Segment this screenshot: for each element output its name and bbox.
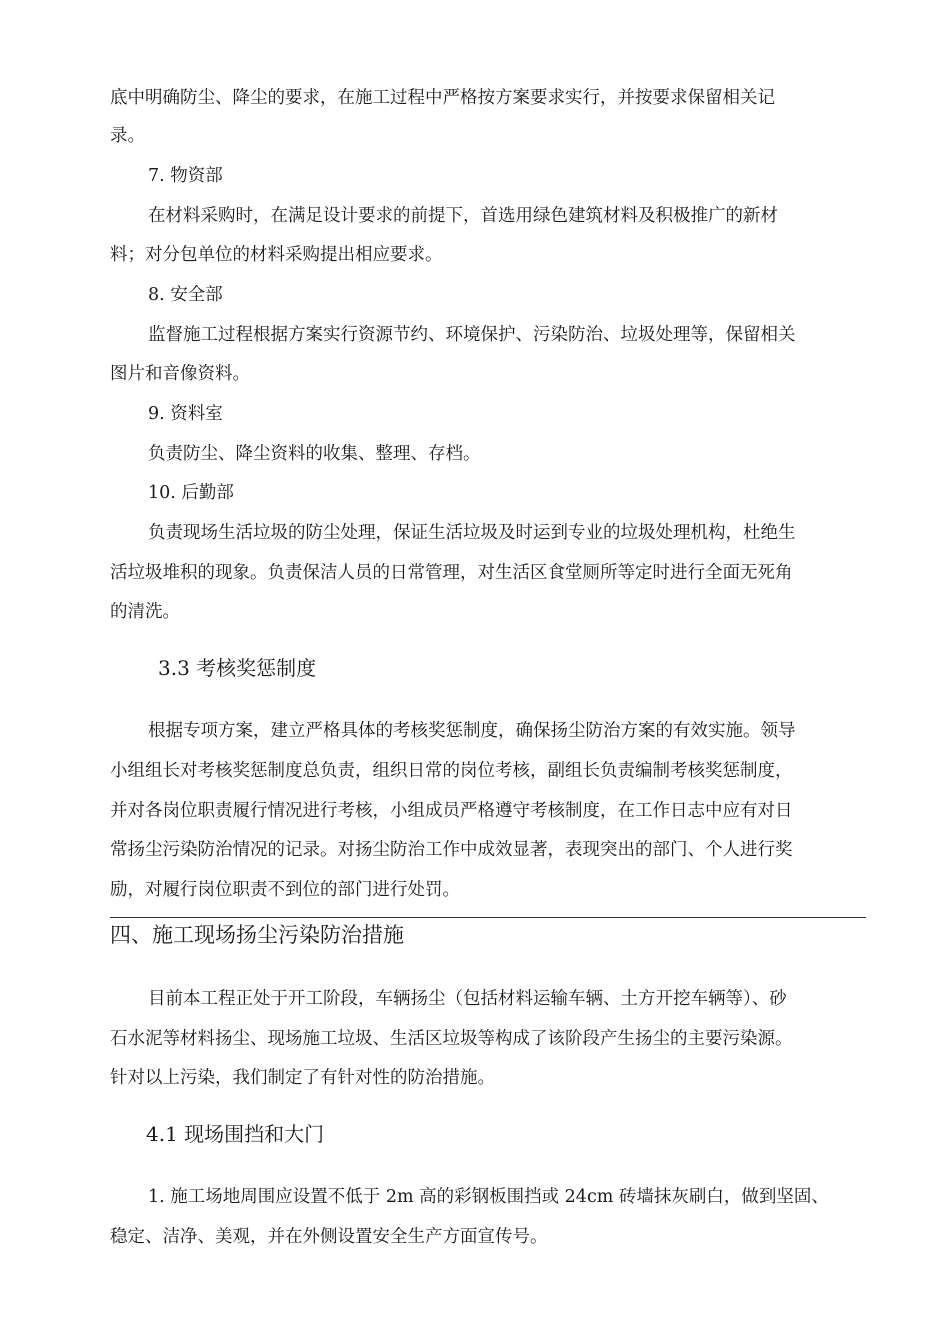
paragraph-line: 负责防尘、降尘资料的收集、整理、存档。	[148, 444, 481, 464]
paragraph-line: 稳定、洁净、美观，并在外侧设置安全生产方面宣传号。	[110, 1227, 548, 1247]
list-heading-safety: 8. 安全部	[148, 285, 223, 305]
section-divider	[110, 917, 866, 918]
paragraph-line: 根据专项方案，建立严格具体的考核奖惩制度，确保扬尘防治方案的有效实施。领导	[148, 721, 796, 741]
paragraph-line: 针对以上污染，我们制定了有针对性的防治措施。	[110, 1068, 495, 1088]
paragraph-line: 监督施工过程根据方案实行资源节约、环境保护、污染防治、垃圾处理等，保留相关	[148, 325, 796, 345]
paragraph-line: 目前本工程正处于开工阶段，车辆扬尘（包括材料运输车辆、土方开挖车辆等）、砂	[148, 989, 787, 1009]
paragraph-line: 常扬尘污染防治情况的记录。对扬尘防治工作中成效显著，表现突出的部门、个人进行奖	[110, 840, 793, 860]
paragraph-line: 石水泥等材料扬尘、现场施工垃圾、生活区垃圾等构成了该阶段产生扬尘的主要污染源。	[110, 1029, 793, 1049]
paragraph-line: 在材料采购时，在满足设计要求的前提下，首选用绿色建筑材料及积极推广的新材	[148, 206, 778, 226]
paragraph-line: 料；对分包单位的材料采购提出相应要求。	[110, 245, 443, 265]
section-heading-3-3: 3.3 考核奖惩制度	[158, 656, 317, 680]
paragraph-line: 1. 施工场地周围应设置不低于 2m 高的彩钢板围挡或 24cm 砖墙抹灰刷白，做到坚固、	[148, 1187, 829, 1207]
paragraph-line: 并对各岗位职责履行情况进行考核，小组成员严格遵守考核制度，在工作日志中应有对日	[110, 801, 793, 821]
paragraph-line: 励，对履行岗位职责不到位的部门进行处罚。	[110, 880, 460, 900]
paragraph-line: 活垃圾堆积的现象。负责保洁人员的日常管理，对生活区食堂厕所等定时进行全面无死角	[110, 563, 793, 583]
paragraph-line: 小组组长对考核奖惩制度总负责，组织日常的岗位考核，副组长负责编制考核奖惩制度，	[110, 761, 793, 781]
section-heading-4: 四、施工现场扬尘污染防治措施	[110, 923, 404, 947]
list-heading-materials: 7. 物资部	[148, 166, 223, 186]
paragraph-line: 的清洗。	[110, 602, 180, 622]
paragraph-line: 图片和音像资料。	[110, 364, 250, 384]
paragraph-line: 录。	[110, 126, 145, 146]
section-heading-4-1: 4.1 现场围挡和大门	[146, 1122, 325, 1146]
list-heading-logistics: 10. 后勤部	[148, 483, 234, 503]
list-heading-archives: 9. 资料室	[148, 404, 223, 424]
paragraph-line: 负责现场生活垃圾的防尘处理，保证生活垃圾及时运到专业的垃圾处理机构，杜绝生	[148, 523, 796, 543]
paragraph-line: 底中明确防尘、降尘的要求，在施工过程中严格按方案要求实行，并按要求保留相关记	[110, 88, 775, 108]
